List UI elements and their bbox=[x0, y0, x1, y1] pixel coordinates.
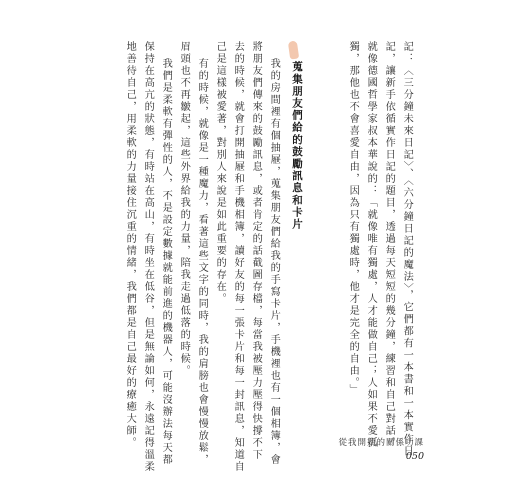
text-column-12: 我們是柔軟有彈性的人，不是設定數據就能前進的機器人，可能沒辦法每天都 bbox=[160, 58, 172, 466]
text-column-13: 保持在高亢的狀態，有時站在高山，有時坐在低谷，但是無論如何，永遠記得溫柔 bbox=[142, 41, 154, 473]
text-column-9: 己是這樣被愛著，對別人來說是如此重要的存在。 bbox=[214, 41, 226, 305]
text-column-3: 就像德國哲學家叔本華說的：「就像唯有獨處，人才能做自己；人如果不愛孤 bbox=[365, 41, 377, 449]
heading-accent-mark bbox=[288, 40, 299, 59]
text-column-11: 眉頭也不再皺起，這些外界給我的力量，陪我走過低落的時候。 bbox=[178, 41, 190, 377]
text-column-2: 記，讓新手依循實作日記的題目，透過每天短短的幾分鐘，練習和自己對話。 bbox=[383, 41, 395, 449]
text-column-4: 獨，那他也不會喜愛自由，因為只有獨處時，他才是完全的自由。」 bbox=[347, 41, 359, 396]
text-column-7: 將朋友們傳來的鼓勵訊息，或者肯定的話截圖存檔，每當我被壓力壓得快撐不下 bbox=[250, 41, 262, 461]
text-column-14: 地善待自己，用柔軟的力量接住沉重的情緒，我們都是自己最好的療癒大師。 bbox=[124, 41, 136, 449]
running-footer-title: 從我開始的關係功課 bbox=[338, 438, 424, 448]
text-column-6: 我的房間裡有個抽屜，蒐集朋友們給我的手寫卡片，手機裡也有一個相簿，會 bbox=[268, 58, 280, 466]
text-column-1: 記：〈三分鐘未來日記〉、〈六分鐘日記的魔法〉，它們都有一本書和一本實作日 bbox=[401, 41, 413, 458]
section-heading: 蒐集朋友們給的鼓勵訊息和卡片 bbox=[291, 61, 303, 231]
page-number: 050 bbox=[405, 451, 424, 462]
text-column-10: 有的時候，就像是一種魔力，看著這些文字的同時，我的肩膀也會慢慢放鬆， bbox=[196, 58, 208, 466]
text-column-8: 去的時候，就會打開抽屜和手機相簿，讀好友的每一張卡片和每一封訊息，知道自 bbox=[232, 41, 244, 473]
